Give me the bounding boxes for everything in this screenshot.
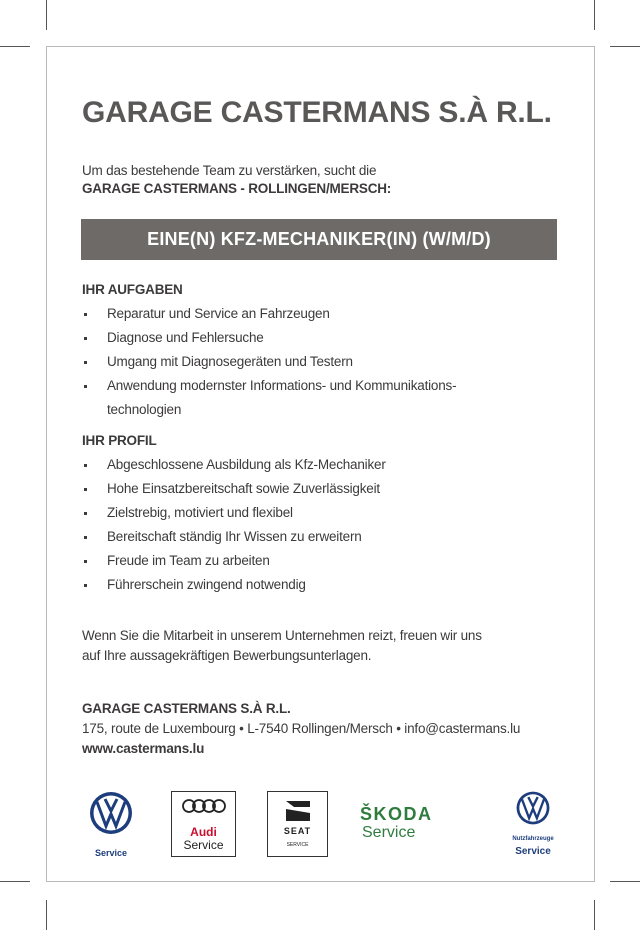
intro-line: Um das bestehende Team zu verstärken, sucht die bbox=[82, 163, 377, 178]
vw-icon bbox=[88, 790, 134, 836]
contact-block bbox=[82, 699, 520, 759]
contact-website[interactable]: www.castermans.lu bbox=[82, 741, 205, 756]
page-title: GARAGE CASTERMANS S.À R.L. bbox=[82, 96, 552, 129]
tasks-section bbox=[82, 282, 456, 422]
crop-mark bbox=[46, 0, 47, 30]
crop-mark bbox=[594, 0, 595, 30]
vw-commercial-service-label: Service bbox=[515, 846, 551, 857]
position-banner: EINE(N) KFZ-MECHANIKER(IN) (W/M/D) bbox=[81, 219, 557, 260]
list-item: Führerschein zwingend notwendig bbox=[82, 573, 386, 597]
brand-logos bbox=[46, 780, 595, 870]
tasks-list bbox=[82, 302, 456, 398]
closing-line: Wenn Sie die Mitarbeit in unserem Unternehmen reizt, freuen wir uns bbox=[82, 628, 482, 643]
vw-commercial-logo bbox=[498, 790, 568, 857]
seat-brand-label: SEAT bbox=[283, 826, 312, 836]
seat-s-icon bbox=[284, 799, 312, 823]
skoda-service-logo bbox=[360, 804, 470, 842]
profile-list bbox=[82, 453, 386, 597]
crop-mark bbox=[610, 46, 640, 47]
profile-heading: IHR PROFIL bbox=[82, 433, 157, 448]
skoda-service-label: Service bbox=[362, 824, 416, 841]
closing-text bbox=[82, 626, 562, 666]
profile-section bbox=[82, 433, 386, 597]
list-item: Hohe Einsatzbereitschaft sowie Zuverlässigkeit bbox=[82, 477, 386, 501]
list-item: Anwendung modernster Informations- und Kommunikations- bbox=[82, 374, 456, 398]
crop-mark bbox=[610, 881, 640, 882]
closing-line: auf Ihre aussagekräftigen Bewerbungsunterlagen. bbox=[82, 648, 372, 663]
vw-commercial-line: Nutzfahrzeuge bbox=[512, 836, 554, 842]
vw-service-label: Service bbox=[94, 848, 128, 858]
list-item: Diagnose und Fehlersuche bbox=[82, 326, 456, 350]
tasks-heading: IHR AUFGABEN bbox=[82, 282, 183, 297]
vw-service-logo bbox=[86, 790, 136, 858]
seat-service-logo bbox=[267, 791, 328, 857]
audi-service-label: Service bbox=[183, 838, 224, 852]
audi-brand-label: Audi bbox=[190, 825, 217, 839]
intro-text bbox=[82, 162, 391, 198]
list-item: Zielstrebig, motiviert und flexibel bbox=[82, 501, 386, 525]
seat-service-label: SERVICE bbox=[286, 842, 309, 848]
contact-company: GARAGE CASTERMANS S.À R.L. bbox=[82, 701, 291, 716]
audi-service-logo bbox=[171, 791, 236, 857]
list-item: Freude im Team zu arbeiten bbox=[82, 549, 386, 573]
audi-rings-icon bbox=[179, 798, 229, 814]
list-item: Abgeschlossene Ausbildung als Kfz-Mechaniker bbox=[82, 453, 386, 477]
skoda-brand-label: ŠKODA bbox=[360, 804, 433, 824]
crop-mark bbox=[594, 900, 595, 930]
crop-mark bbox=[46, 900, 47, 930]
crop-mark bbox=[0, 881, 30, 882]
list-item: Reparatur und Service an Fahrzeugen bbox=[82, 302, 456, 326]
list-item: Umgang mit Diagnosegeräten und Testern bbox=[82, 350, 456, 374]
list-item-continuation: technologien bbox=[107, 402, 182, 417]
contact-address: 175, route de Luxembourg • L-7540 Rollingen/Mersch • info@castermans.lu bbox=[82, 721, 521, 736]
crop-mark bbox=[0, 46, 30, 47]
list-item: Bereitschaft ständig Ihr Wissen zu erweitern bbox=[82, 525, 386, 549]
intro-company: GARAGE CASTERMANS - ROLLINGEN/MERSCH: bbox=[82, 181, 392, 196]
vw-icon bbox=[515, 790, 551, 826]
